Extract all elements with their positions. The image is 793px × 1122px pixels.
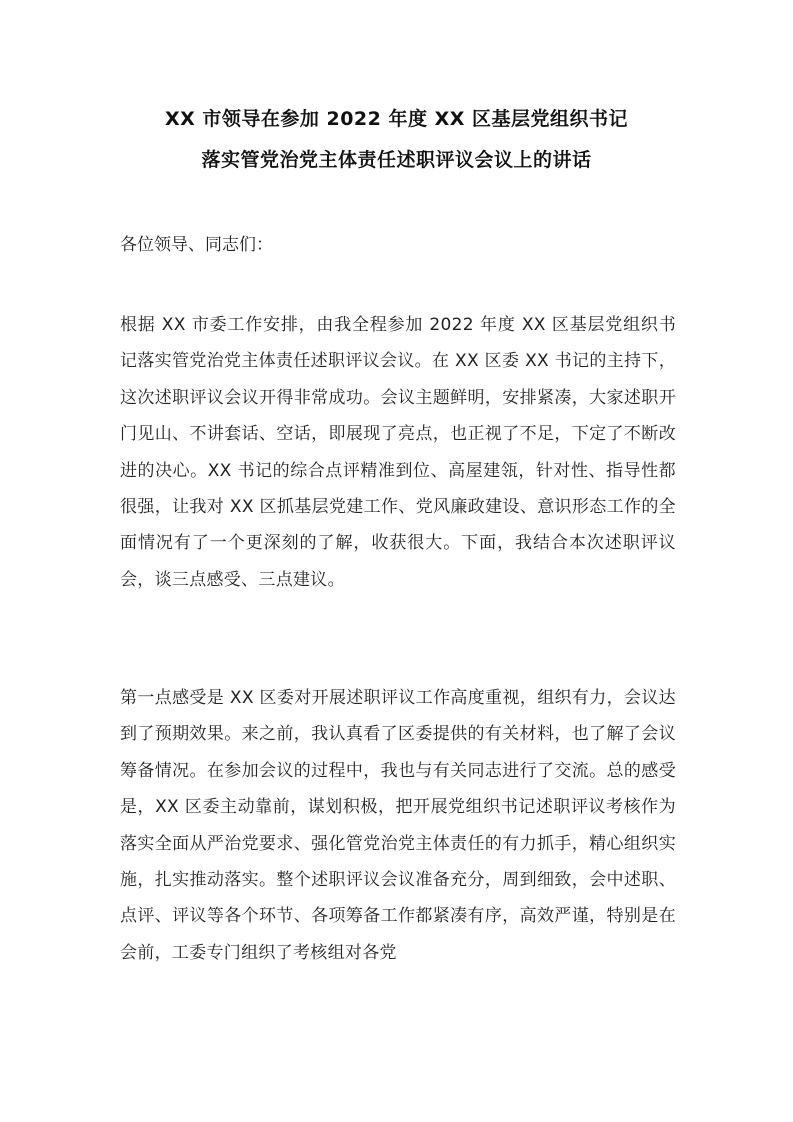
speech-greeting: 各位领导、同志们：	[120, 235, 273, 255]
paragraph-first-impression: 第一点感受是 XX 区委对开展述职评议工作高度重视，组织有力，会议达到了预期效果。来之前，我认真看了区委提供的有关材料，也了解了会议筹备情况。在参加会议的过程中，我也与有关同志进行了交流。总的感受是，XX 区委主动靠前，谋划积极，把开展党组织书记述职评议考核作为落实全面从严治党要求、强化管党治党主体责任的有力抓手，精心组织实施，扎实推动落实。整个述职评议会议准备充分，周到细致，会中述职、点评、评议等各个环节、各项筹备工作都紧凑有序，高效严谨，特别是在会前，工委专门组织了考核组对各党	[120, 688, 676, 963]
document-title-line-2: 落实管党治党主体责任述职评议会议上的讲话	[201, 149, 592, 171]
paragraph-intro: 根据 XX 市委工作安排，由我全程参加 2022 年度 XX 区基层党组织书记落实管党治党主体责任述职评议会议。在 XX 区委 XX 书记的主持下，这次述职评议会议开得非常成功。会议主题鲜明，安排紧凑，大家述职开门见山、不讲套话、空话，即展现了亮点，也正视了不足，下定了不断改进的决心。XX 书记的综合点评精准到位、高屋建瓴，针对性、指导性都很强，让我对 XX 区抓基层党建工作、党风廉政建设、意识形态工作的全面情况有了一个更深刻的了解，收获很大。下面，我结合本次述职评议会，谈三点感受、三点建议。	[120, 315, 676, 590]
document-title-line-1: XX 市领导在参加 2022 年度 XX 区基层党组织书记	[164, 108, 629, 130]
